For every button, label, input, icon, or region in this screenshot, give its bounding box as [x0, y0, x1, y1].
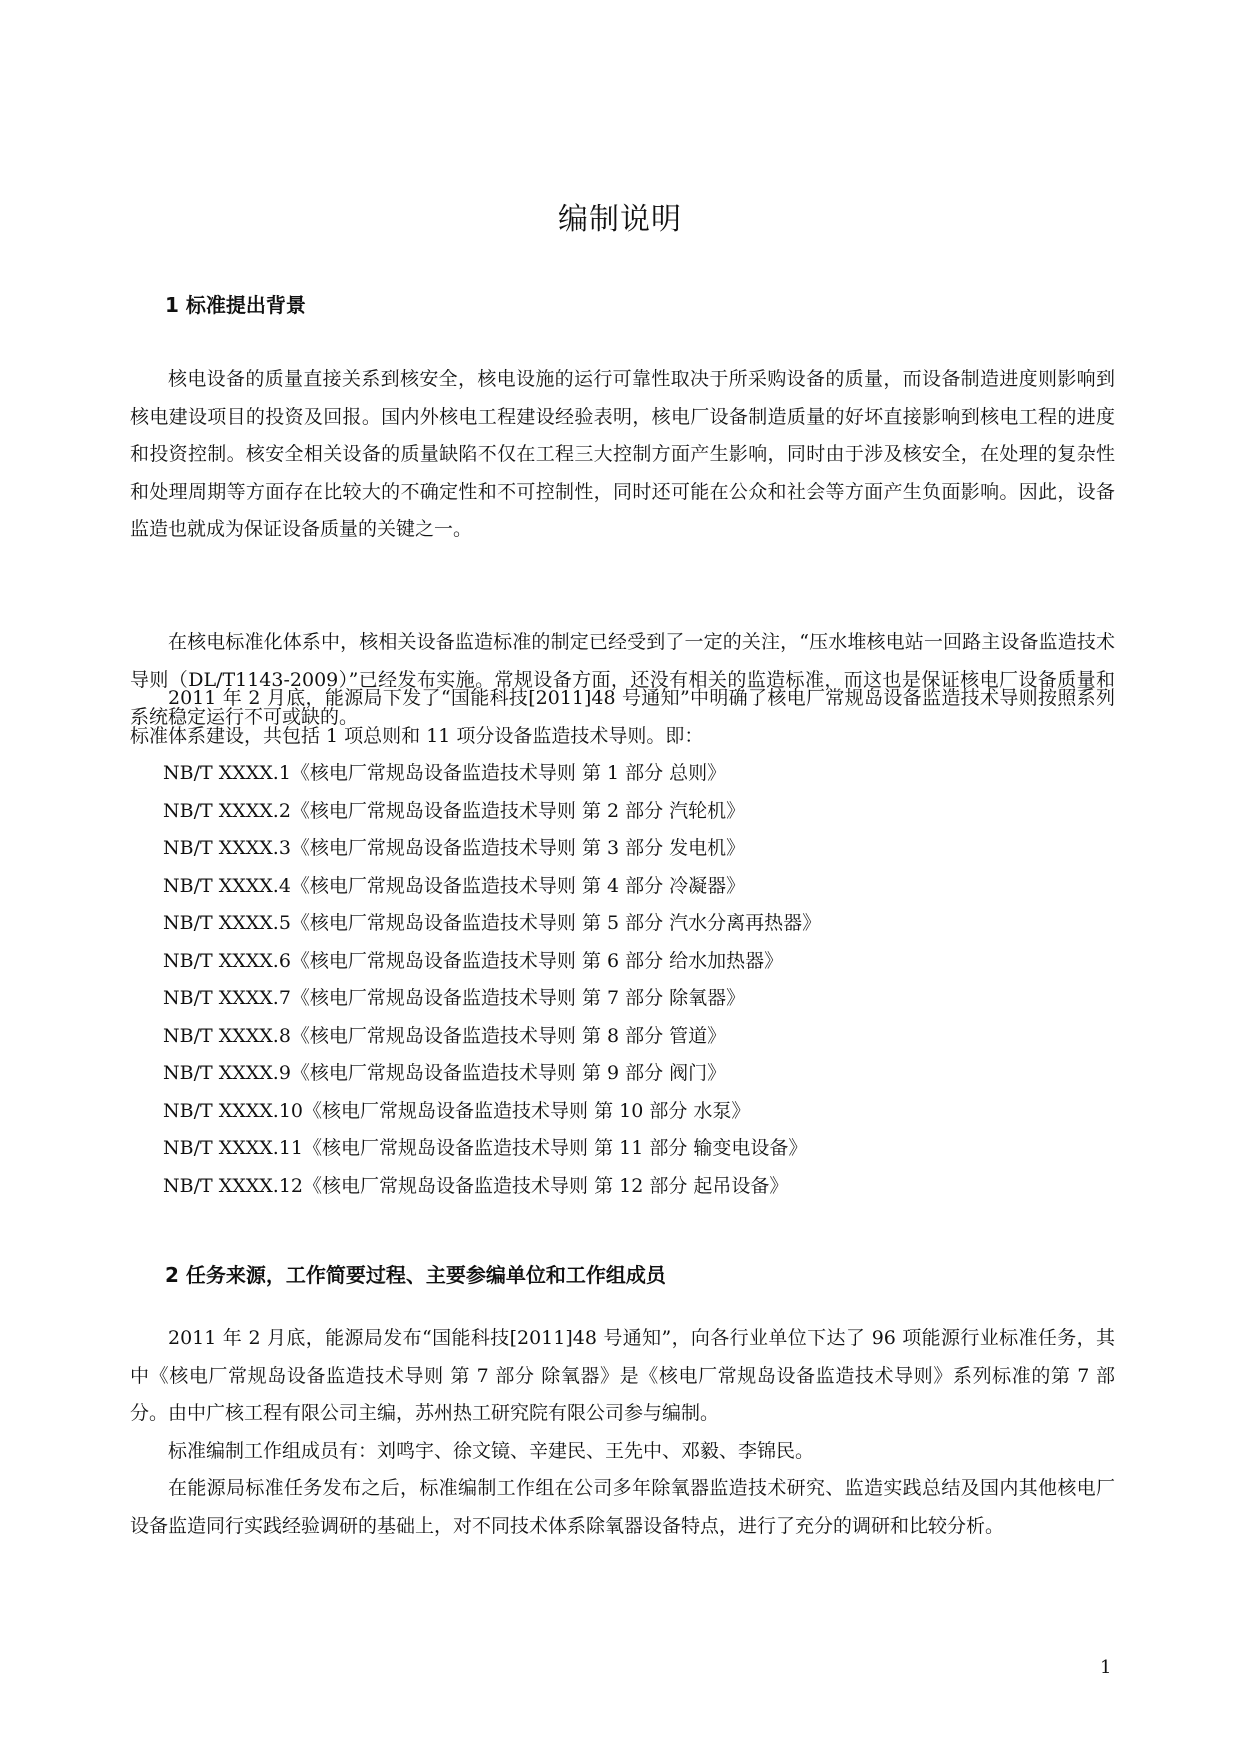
- standard-list-item: NB/T XXXX.4《核电厂常规岛设备监造技术导则 第 4 部分 冷凝器》: [163, 874, 746, 897]
- standard-list-item: NB/T XXXX.10《核电厂常规岛设备监造技术导则 第 10 部分 水泵》: [163, 1099, 751, 1122]
- paragraph-working-group-members: 标准编制工作组成员有：刘鸣宇、徐文镜、辛建民、王先中、邓毅、李锦民。: [168, 1440, 815, 1462]
- standard-list-item: NB/T XXXX.7《核电厂常规岛设备监造技术导则 第 7 部分 除氧器》: [163, 987, 746, 1009]
- page-number: 1: [1100, 1657, 1112, 1678]
- section-heading-background: 1 标准提出背景: [165, 293, 306, 317]
- standards-list: [163, 755, 821, 1205]
- standard-list-item: NB/T XXXX.6《核电厂常规岛设备监造技术导则 第 6 部分 给水加热器》: [163, 949, 784, 972]
- standard-list-item: NB/T XXXX.12《核电厂常规岛设备监造技术导则 第 12 部分 起吊设备》: [163, 1174, 789, 1197]
- section-heading-task-source: 2 任务来源，工作简要过程、主要参编单位和工作组成员: [165, 1263, 666, 1287]
- standard-list-item: NB/T XXXX.9《核电厂常规岛设备监造技术导则 第 9 部分 阀门》: [163, 1062, 727, 1084]
- standard-list-item: NB/T XXXX.8《核电厂常规岛设备监造技术导则 第 8 部分 管道》: [163, 1024, 727, 1047]
- paragraph-energy-bureau-notice: 2011 年 2 月底，能源局下发了“国能科技[2011]48 号通知”中明确了核电厂常规岛设备监造技术导则按照系列标准体系建设，共包括 1 项总则和 11 项分设备监造技术导则。即：: [130, 687, 1115, 747]
- standard-list-item: NB/T XXXX.2《核电厂常规岛设备监造技术导则 第 2 部分 汽轮机》: [163, 799, 746, 822]
- document-title: 编制说明: [558, 202, 682, 237]
- paragraph-research-analysis: 在能源局标准任务发布之后，标准编制工作组在公司多年除氧器监造技术研究、监造实践总结及国内其他核电厂设备监造同行实践经验调研的基础上，对不同技术体系除氧器设备特点，进行了充分的调研和比较分析。: [130, 1477, 1115, 1537]
- standard-list-item: NB/T XXXX.1《核电厂常规岛设备监造技术导则 第 1 部分 总则》: [163, 762, 727, 784]
- standard-list-item: NB/T XXXX.5《核电厂常规岛设备监造技术导则 第 5 部分 汽水分离再热器》: [163, 912, 822, 934]
- paragraph-task-assignment: 2011 年 2 月底，能源局发布“国能科技[2011]48 号通知”，向各行业单位下达了 96 项能源行业标准任务，其中《核电厂常规岛设备监造技术导则 第 7 部分 除氧器》是《核电厂常规岛设备监造技术导则》系列标准的第 7 部分。由中广核工程有限公司主编，苏州热工研究院有限公司参与编制。: [130, 1327, 1115, 1424]
- standard-list-item: NB/T XXXX.3《核电厂常规岛设备监造技术导则 第 3 部分 发电机》: [163, 837, 746, 859]
- standard-list-item: NB/T XXXX.11《核电厂常规岛设备监造技术导则 第 11 部分 输变电设备》: [163, 1137, 808, 1159]
- paragraph-standardization-system: 在核电标准化体系中，核相关设备监造标准的制定已经受到了一定的关注，“压水堆核电站一回路主设备监造技术导则（DL/T1143-2009）”已经发布实施。常规设备方面，还没有相关的监造标准，而这也是保证核电厂设备质量和系统稳定运行不可或缺的。: [130, 631, 1115, 728]
- paragraph-background-quality: 核电设备的质量直接关系到核安全，核电设施的运行可靠性取决于所采购设备的质量，而设备制造进度则影响到核电建设项目的投资及回报。国内外核电工程建设经验表明，核电厂设备制造质量的好坏直接影响到核电工程的进度和投资控制。核安全相关设备的质量缺陷不仅在工程三大控制方面产生影响，同时由于涉及核安全，在处理的复杂性和处理周期等方面存在比较大的不确定性和不可控制性，同时还可能在公众和社会等方面产生负面影响。因此，设备监造也就成为保证设备质量的关键之一。: [130, 368, 1115, 540]
